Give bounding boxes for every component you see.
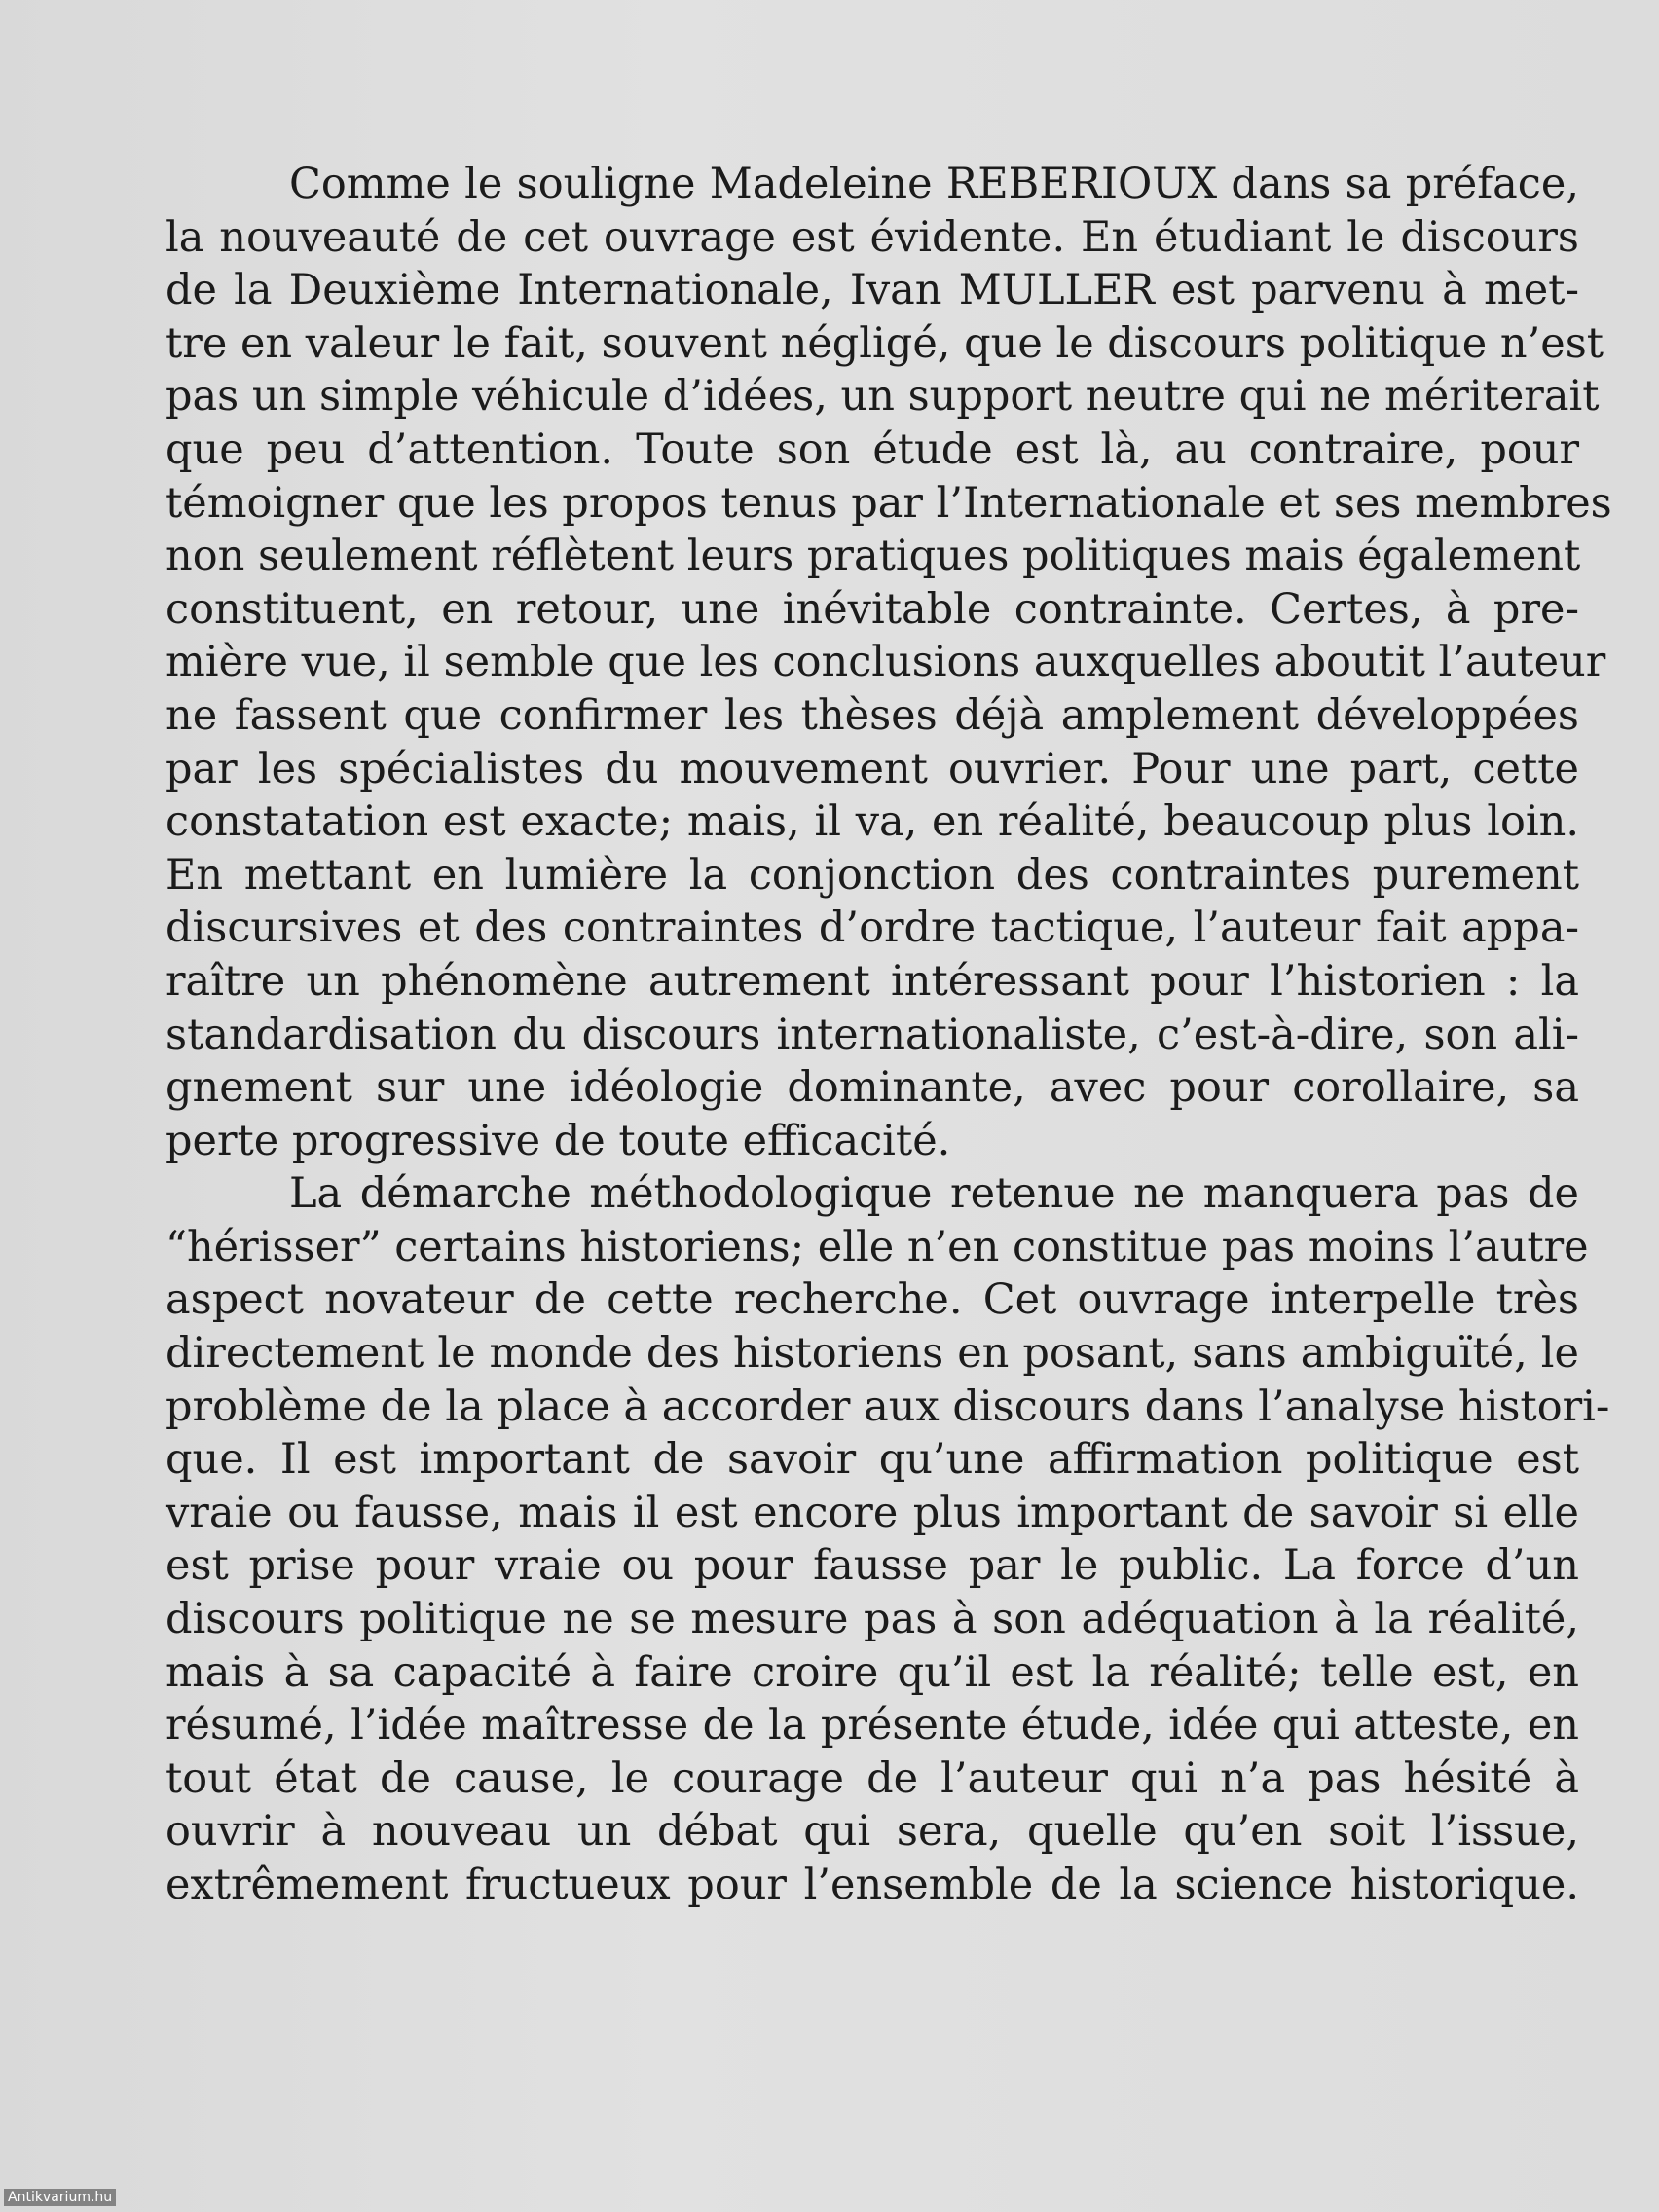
text-line: constatation est exacte; mais, il va, en réalité, beaucoup plus loin. [166,797,1579,847]
text-line: ouvrir à nouveau un débat qui sera, quelle qu’en soit l’issue, [166,1807,1579,1857]
text-line: mière vue, il semble que les conclusions auxquelles aboutit l’auteur [166,638,1606,687]
text-line: aspect novateur de cette recherche. Cet ouvrage interpelle très [166,1275,1579,1325]
text-line: discursives et des contraintes d’ordre tactique, l’auteur fait appa- [166,903,1579,953]
text-line: constituent, en retour, une inévitable contrainte. Certes, à pre- [166,584,1579,634]
body-text [166,158,1612,1912]
text-line: que. Il est important de savoir qu’une affirmation politique est [166,1435,1579,1485]
paragraph-2 [166,1167,1610,1911]
text-line: extrêmement fructueux pour l’ensemble de la science historique. [166,1861,1579,1909]
text-line: la nouveauté de cet ouvrage est évidente. En étudiant le discours [166,212,1579,262]
text-line: “hérisser” certains historiens; elle n’en constitue pas moins l’autre [166,1222,1589,1272]
text-line: résumé, l’idée maîtresse de la présente étude, idée qui atteste, en [166,1701,1579,1751]
text-line: standardisation du discours internationaliste, c’est-à-dire, son ali- [166,1010,1579,1059]
text-line: directement le monde des historiens en posant, sans ambiguïté, le [166,1329,1579,1379]
text-line: ne fassent que confirmer les thèses déjà amplement développées [166,690,1579,740]
text-line: La démarche méthodologique retenue ne manquera pas de [289,1169,1579,1219]
text-line: En mettant en lumière la conjonction des contraintes purement [166,850,1579,900]
text-line: discours politique ne se mesure pas à son adéquation à la réalité, [166,1595,1579,1644]
text-line: perte progressive de toute efficacité. [166,1116,951,1165]
paragraph-1 [166,158,1612,1167]
text-line: vraie ou fausse, mais il est encore plus important de savoir si elle [166,1488,1579,1537]
text-line: tout état de cause, le courage de l’auteur qui n’a pas hésité à [166,1753,1579,1803]
text-line: Comme le souligne Madeleine REBERIOUX dans sa préface, [289,160,1579,208]
text-line: que peu d’attention. Toute son étude est là, au contraire, pour [166,424,1579,474]
text-line: de la Deuxième Internationale, Ivan MULLER est parvenu à met- [166,266,1579,315]
watermark: Antikvarium.hu [4,2189,116,2206]
text-line: témoigner que les propos tenus par l’Internationale et ses membres [166,478,1612,528]
text-line: non seulement réflètent leurs pratiques politiques mais également [166,532,1581,581]
text-line: par les spécialistes du mouvement ouvrier. Pour une part, cette [166,744,1579,793]
text-line: problème de la place à accorder aux discours dans l’analyse histori- [166,1382,1610,1431]
text-line: tre en valeur le fait, souvent négligé, que le discours politique n’est [166,318,1604,368]
text-line: mais à sa capacité à faire croire qu’il est la réalité; telle est, en [166,1647,1579,1697]
text-line: gnement sur une idéologie dominante, avec pour corollaire, sa [166,1063,1579,1113]
text-line: pas un simple véhicule d’idées, un support neutre qui ne mériterait [166,372,1600,422]
text-line: raître un phénomène autrement intéressant pour l’historien : la [166,956,1579,1006]
text-line: est prise pour vraie ou pour fausse par le public. La force d’un [166,1541,1579,1591]
